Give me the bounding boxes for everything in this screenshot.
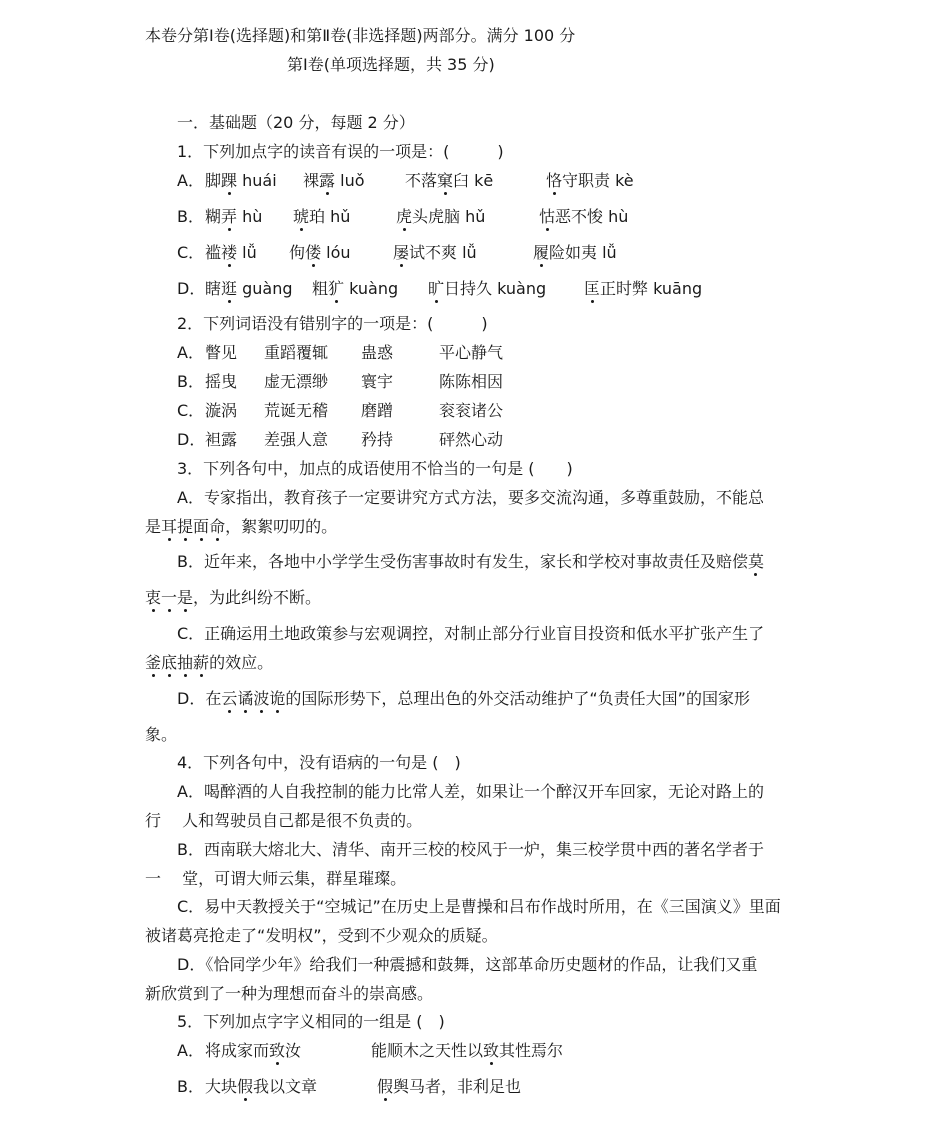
option-item: 砰然心动 (439, 430, 504, 449)
text-span: 大块 (205, 1077, 238, 1096)
dotted-char: 假 (237, 1077, 254, 1096)
option-phrase (205, 1041, 301, 1061)
option-item: 恪守职责 kè (546, 171, 634, 190)
q4-option-a-line1: A．喝醉酒的人自我控制的能力比常人差，如果让一个醉汉开车回家，无论对路上的 (177, 782, 764, 801)
q4-option-b-line2: 一 堂，可谓大师云集，群星璀璨。 (145, 869, 407, 888)
option-item: 瞥见 (205, 343, 238, 362)
option-prefix: B． (177, 372, 204, 391)
option-item: 矜持 (361, 430, 394, 449)
option-item: 陈陈相因 (439, 372, 504, 391)
option-item: 摇曳 (205, 372, 238, 391)
q3-option-c-line1: C．正确运用土地政策参与宏观调控，对制止部分行业盲目投资和低水平扩张产生了 (177, 624, 765, 643)
option-prefix: D． (177, 430, 206, 449)
option-item: 磨蹭 (361, 401, 394, 420)
option-item: 寰宇 (361, 372, 394, 391)
option-item: 袒露 (205, 430, 238, 449)
text-span: 舆马者，非利足也 (393, 1077, 522, 1096)
option-phrase (371, 1041, 563, 1061)
dotted-idiom: 耳提面命 (161, 517, 226, 536)
option-item: 屡试不爽 lǚ (393, 243, 477, 262)
option-item: 糊弄 hù (205, 207, 263, 226)
option-item: 瞎逛 guàng (205, 279, 293, 298)
option-prefix: C． (177, 401, 205, 420)
q3-option-b-line1 (177, 552, 764, 572)
option-prefix: B． (177, 207, 204, 226)
q3-option-a-line2 (145, 517, 337, 537)
q3-option-c-line2 (145, 653, 273, 673)
text-span: ，为此纠纷不断。 (193, 588, 322, 607)
option-item: 虎头虎脑 hǔ (396, 207, 486, 226)
q3-option-d-line2: 象。 (145, 725, 178, 744)
q5-stem: 5．下列加点字字义相同的一组是 ( ) (177, 1012, 445, 1031)
exam-intro: 本卷分第Ⅰ卷(选择题)和第Ⅱ卷(非选择题)两部分。满分 100 分 (145, 26, 576, 45)
text-span: 汝 (285, 1041, 302, 1060)
option-item: 衮衮诸公 (439, 401, 504, 420)
option-phrase (205, 1077, 317, 1097)
option-item: 琥珀 hǔ (293, 207, 351, 226)
option-prefix: A． (177, 343, 204, 362)
dotted-idiom: 釜底抽薪 (145, 653, 210, 672)
text-span: 的效应。 (209, 653, 274, 672)
q4-option-d-line2: 新欣赏到了一种为理想而奋斗的崇高感。 (145, 984, 434, 1003)
text-span: 将成家而 (205, 1041, 270, 1060)
option-item: 不落窠臼 kē (405, 171, 494, 190)
text-span: D．在 (177, 689, 222, 708)
q3-option-d-line1 (177, 689, 750, 709)
q4-option-a-line2: 行 人和驾驶员自己都是很不负责的。 (145, 811, 423, 830)
q4-option-b-line1: B．西南联大熔北大、清华、南开三校的校风于一炉，集三校学贯中西的著名学者于 (177, 840, 764, 859)
dotted-char: 致 (269, 1041, 286, 1060)
q4-option-c-line1: C．易中天教授关于“空城记”在历史上是曹操和吕布作战时所用，在《三国演义》里面 (177, 897, 781, 916)
q4-option-c-line2: 被诸葛亮抢走了“发明权”，受到不少观众的质疑。 (145, 926, 498, 945)
option-item: 褴褛 lǚ (205, 243, 257, 262)
dotted-char: 假 (377, 1077, 394, 1096)
option-prefix: B． (177, 1077, 204, 1096)
option-item: 履险如夷 lǚ (533, 243, 617, 262)
q3-option-a-line1: A．专家指出，教育孩子一定要讲究方式方法，要多交流沟通，多尊重鼓励，不能总 (177, 488, 764, 507)
text-span: 是 (145, 517, 162, 536)
q2-stem: 2．下列词语没有错别字的一项是：( ) (177, 314, 488, 333)
option-item: 重蹈覆辄 (264, 343, 329, 362)
option-item: 粗犷 kuàng (312, 279, 399, 298)
option-item: 荒诞无稽 (264, 401, 329, 420)
option-prefix: A． (177, 1041, 204, 1060)
option-item: 匡正时弊 kuāng (584, 279, 703, 298)
option-item: 佝偻 lóu (289, 243, 351, 262)
option-item: 蛊惑 (361, 343, 394, 362)
option-prefix: D． (177, 279, 206, 298)
option-item: 裸露 luǒ (303, 171, 365, 190)
option-item: 平心静气 (439, 343, 504, 362)
part1-title: 第Ⅰ卷(单项选择题，共 35 分) (287, 55, 495, 74)
text-span: B．近年来，各地中小学学生受伤害事故时有发生，家长和学校对事故责任及赔偿 (177, 552, 748, 571)
q1-stem: 1．下列加点字的读音有误的一项是：( ) (177, 142, 504, 161)
text-span: 的国际形势下，总理出色的外交活动维护了“负责任大国”的国家形 (285, 689, 750, 708)
q4-option-d-line1: D．《恰同学少年》给我们一种震撼和鼓舞，这部革命历史题材的作品，让我们又重 (177, 955, 758, 974)
q3-stem: 3．下列各句中，加点的成语使用不恰当的一句是 ( ) (177, 459, 573, 478)
option-prefix: C． (177, 243, 205, 262)
dotted-char: 莫 (747, 552, 764, 571)
dotted-char: 致 (483, 1041, 500, 1060)
option-item: 脚踝 huái (205, 171, 277, 190)
option-item: 怙恶不悛 hù (539, 207, 629, 226)
option-prefix: A． (177, 171, 204, 190)
text-span: 我以文章 (253, 1077, 318, 1096)
q4-stem: 4．下列各句中，没有语病的一句是 ( ) (177, 753, 461, 772)
option-phrase (377, 1077, 521, 1097)
q3-option-b-line2 (145, 588, 321, 608)
dotted-idiom: 云谲波诡 (221, 689, 286, 708)
section1-title: 一．基础题（20 分，每题 2 分） (177, 113, 415, 132)
option-item: 虚无漂缈 (264, 372, 329, 391)
option-item: 差强人意 (264, 430, 329, 449)
text-span: ，絮絮叨叨的。 (225, 517, 338, 536)
option-item: 旷日持久 kuàng (428, 279, 547, 298)
text-span: 能顺木之天性以 (371, 1041, 484, 1060)
option-item: 漩涡 (205, 401, 238, 420)
text-span: 其性焉尔 (499, 1041, 564, 1060)
dotted-idiom: 衷一是 (145, 588, 194, 607)
